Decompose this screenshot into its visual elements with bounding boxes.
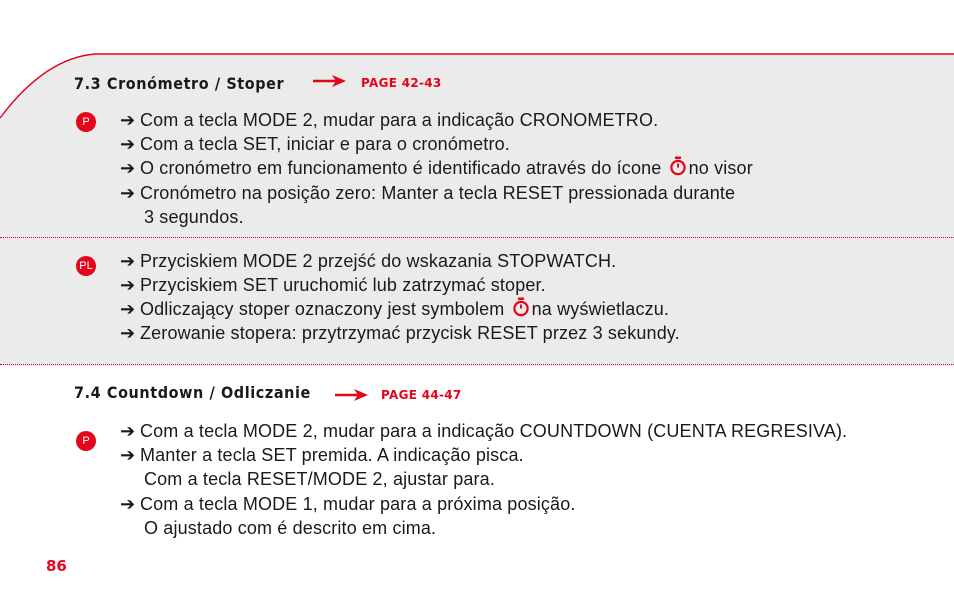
- arrow-bullet-icon: ➔: [120, 445, 136, 465]
- arrow-bullet-icon: ➔: [120, 299, 136, 319]
- stopwatch-icon: [512, 297, 530, 317]
- list-item: ➔ Przyciskiem SET uruchomić lub zatrzymać stoper.: [120, 275, 546, 295]
- red-arrow-icon: [312, 73, 348, 89]
- language-badge-pl: PL: [76, 256, 96, 276]
- list-item: ➔ Com a tecla MODE 1, mudar para a próxima posição.: [120, 494, 576, 514]
- dotted-divider: [0, 364, 954, 365]
- page-number: 86: [46, 557, 67, 575]
- arrow-bullet-icon: ➔: [120, 158, 136, 178]
- list-item: ➔ Com a tecla SET, iniciar e para o cronómetro.: [120, 134, 510, 154]
- arrow-bullet-icon: ➔: [120, 251, 136, 271]
- section-title-stopwatch: 7.3 Cronómetro / Stoper: [74, 74, 285, 93]
- page-reference-countdown[interactable]: PAGE 44-47: [381, 388, 462, 402]
- list-item: ➔ Odliczający stoper oznaczony jest symbolem na wyświetlaczu.: [120, 299, 670, 319]
- arrow-bullet-icon: ➔: [120, 134, 136, 154]
- arrow-bullet-icon: ➔: [120, 275, 136, 295]
- section-title-countdown: 7.4 Countdown / Odliczanie: [74, 383, 311, 402]
- list-item-continuation: 3 segundos.: [144, 207, 244, 227]
- list-item: ➔ Przyciskiem MODE 2 przejść do wskazania STOPWATCH.: [120, 251, 617, 271]
- language-badge-pt: P: [76, 431, 96, 451]
- list-item-continuation: Com a tecla RESET/MODE 2, ajustar para.: [144, 469, 495, 489]
- list-item: ➔ Manter a tecla SET premida. A indicação pisca.: [120, 445, 524, 465]
- list-item: ➔ O cronómetro em funcionamento é identificado através do ícone no visor: [120, 158, 753, 178]
- list-item: ➔ Cronómetro na posição zero: Manter a tecla RESET pressionada durante: [120, 183, 736, 203]
- red-arrow-icon: [334, 387, 370, 403]
- arrow-bullet-icon: ➔: [120, 494, 136, 514]
- stopwatch-icon: [669, 156, 687, 176]
- language-badge-pt: P: [76, 112, 96, 132]
- dotted-divider: [0, 237, 954, 238]
- arrow-bullet-icon: ➔: [120, 421, 136, 441]
- list-item: ➔ Zerowanie stopera: przytrzymać przycisk RESET przez 3 sekundy.: [120, 323, 680, 343]
- page-reference-stopwatch[interactable]: PAGE 42-43: [361, 76, 442, 90]
- list-item-continuation: O ajustado com é descrito em cima.: [144, 518, 437, 538]
- arrow-bullet-icon: ➔: [120, 323, 136, 343]
- list-item: ➔ Com a tecla MODE 2, mudar para a indicação CRONOMETRO.: [120, 110, 659, 130]
- list-item: ➔ Com a tecla MODE 2, mudar para a indicação COUNTDOWN (CUENTA REGRESIVA).: [120, 421, 848, 441]
- arrow-bullet-icon: ➔: [120, 110, 136, 130]
- arrow-bullet-icon: ➔: [120, 183, 136, 203]
